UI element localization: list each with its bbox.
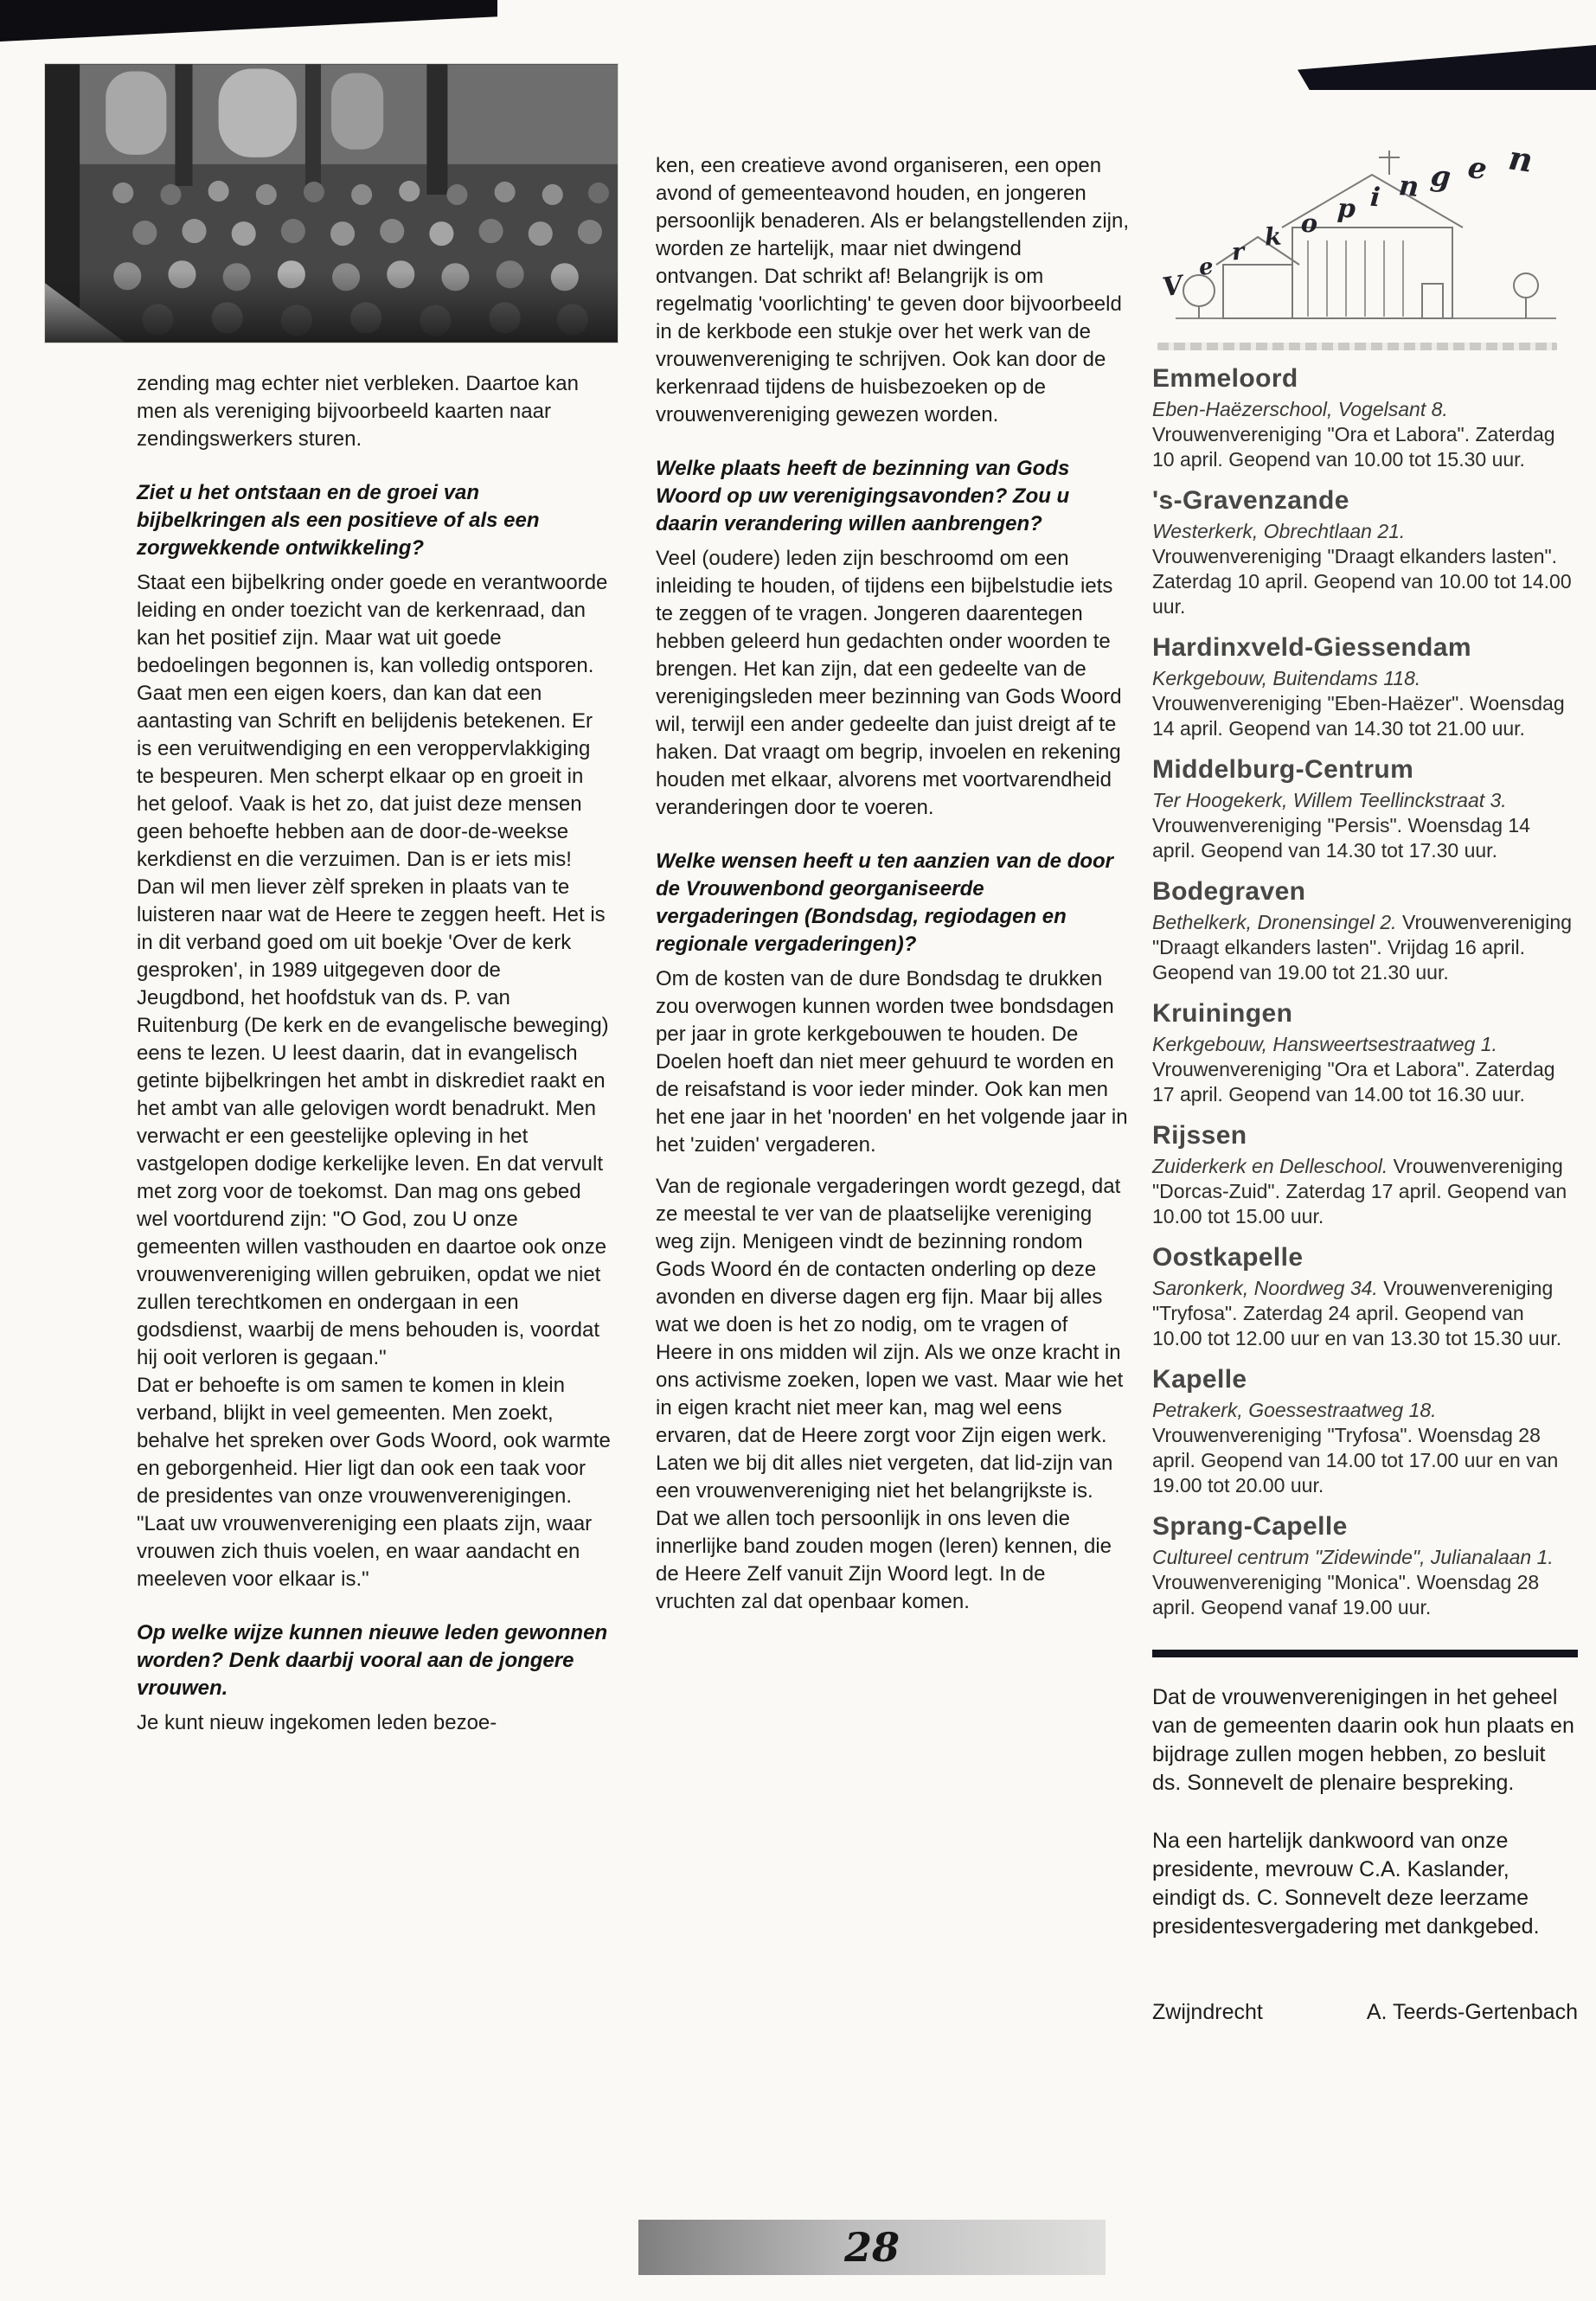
city-heading: Bodegraven <box>1152 877 1306 906</box>
venue: Petrakerk, Goessestraatweg 18. <box>1152 1399 1437 1421</box>
congregation-photo <box>45 64 618 343</box>
body-paragraph: Je kunt nieuw ingekomen leden bezoe- <box>137 1711 497 1734</box>
scan-artifact-top-right <box>1298 45 1596 90</box>
listing-item <box>1152 877 1578 985</box>
listing-details: Vrouwenvereniging "Eben-Haëzer". Woensdag 14 april. Geopend van 14.30 tot 21.00 uur. <box>1152 692 1565 740</box>
city-heading: Kruiningen <box>1152 999 1293 1028</box>
venue: Zuiderkerk en Delleschool. <box>1152 1155 1388 1177</box>
verkopingen-header <box>1160 138 1569 339</box>
listing-item <box>1152 1243 1578 1351</box>
section-divider <box>1152 1650 1578 1657</box>
column-left <box>137 370 611 1737</box>
venue: Eben-Haëzerschool, Vogelsant 8. <box>1152 398 1448 420</box>
listing-item <box>1152 755 1578 863</box>
logo-letter: e <box>1197 253 1215 282</box>
body-paragraph: Van de regionale vergaderingen wordt gezegd, dat ze meestal te ver van de plaatselijke vereniging weg zijn. Menigeen vindt de bezinning rondom Gods Woord én de contacten onderling op deze avonden en diverse dagen erg fijn. Maar bij alles wat we doen is het zo nodig, om te vragen of Heere in ons midden wil zijn. Als we onze kracht in ons activisme zoeken, lopen we vast. Maar wie het in eigen kracht niet meer kan, mag wel eens ervaren, dat de Heere zorgt voor Zijn eigen werk. Laten we bij dit alles niet vergeten, dat lid-zijn van een vrouwenvereniging niet het belangrijkste is. Dat we allen toch persoonlijk in ons leven die innerlijke band zouden mogen (leren) kennen, die de Heere Zelf vanuit Zijn Woord legt. In de vruchten zal dat openbaar komen. <box>656 1175 1124 1613</box>
listing-details: Vrouwenvereniging "Tryfosa". Woensdag 28 april. Geopend van 14.00 tot 17.00 uur en van 19.00 tot 20.00 uur. <box>1152 1424 1559 1497</box>
city-heading: Emmeloord <box>1152 364 1298 393</box>
logo-letter: k <box>1263 221 1282 252</box>
listing-item <box>1152 486 1578 619</box>
congregation-photo-art <box>45 64 618 343</box>
listing-details: Vrouwenvereniging "Draagt elkanders lasten". Zaterdag 10 april. Geopend van 10.00 tot 14.00 uur. <box>1152 545 1572 618</box>
question-heading: Welke wensen heeft u ten aanzien van de door de Vrouwenbond georganiseerde vergaderingen (Bondsdag, regiodagen en regionale vergaderingen)? <box>656 849 1114 956</box>
city-heading: Oostkapelle <box>1152 1243 1304 1272</box>
signoff-name: A. Teerds-Gertenbach <box>1366 2000 1578 2024</box>
logo-letter: o <box>1300 208 1318 238</box>
logo-letter: V <box>1160 270 1185 304</box>
city-heading: Kapelle <box>1152 1365 1247 1394</box>
listing-item <box>1152 364 1578 472</box>
signoff <box>1152 1998 1578 2026</box>
body-paragraph: Veel (oudere) leden zijn beschroomd om een inleiding te houden, of tijdens een bijbelstudie iets te zeggen of te vragen. Jongeren daarentegen hebben geleerd hun gedachten onder woorden te brengen. Het kan zijn, dat een gedeelte van de verenigingsleden meer bezinning van Gods Woord wil, terwijl een ander gedeelte dan juist dreigt af te haken. Dat vraagt om begrip, invoelen en rekening houden met elkaar, alvorens met voortvarendheid veranderingen door te voeren. <box>656 547 1122 819</box>
listing-details: Vrouwenvereniging "Draagt elkanders lasten". Vrijdag 16 april. Geopend van 19.00 tot 21.30 uur. <box>1152 911 1573 984</box>
venue: Kerkgebouw, Hansweertsestraatweg 1. <box>1152 1033 1497 1055</box>
listing-details: Vrouwenvereniging "Persis". Woensdag 14 april. Geopend van 14.30 tot 17.30 uur. <box>1152 814 1530 862</box>
question-heading: Ziet u het ontstaan en de groei van bijbelkringen als een positieve of als een zorgwekkende ontwikkeling? <box>137 481 540 560</box>
logo-letter: r <box>1230 238 1246 266</box>
column-right <box>1152 138 1578 2026</box>
body-paragraph: Staat een bijbelkring onder goede en verantwoorde leiding en onder toezicht van de kerkenraad, dan kan het positief zijn. Maar wat uit goede bedoelingen begonnen is, kan volledig ontsporen. Gaat men een eigen koers, dan kan dat een aantasting van Schrift en belijdenis betekenen. Er is een veruitwendiging en een veroppervlakkiging te bespeuren. Men scherpt elkaar op en groeit in het geloof. Vaak is het zo, dat juist deze mensen geen behoefte hebben aan de door-de-weekse kerkdienst en die verzuimen. Dan is er iets mis! Dan wil men liever zèlf spreken in plaats van te luisteren naar wat de Heere te zeggen heeft. Het is in dit verband goed om uit boekje 'Over de kerk gesproken', in 1989 uitgegeven door de Jeugdbond, het hoofdstuk van ds. P. van Ruitenburg (De kerk en de evangelische beweging) eens te lezen. U leest daarin, dat in evangelisch getinte bijbelkringen het ambt in diskrediet raakt en het ambt van alle gelovigen wordt benadrukt. Men verwacht er een geestelijke opleving in het vastgelopen dodige kerkelijke leven. En dat vervult met zorg voor de toekomst. Dan mag ons gebed wel voortdurend zijn: "O God, zou U onze gemeenten willen vasthouden en daartoe ook onze vrouwenvereniging willen gebruiken, opdat we niet zullen terechtkomen en ondergaan in een godsdienst, waarbij de mens behouden is, voordat hij ooit verloren is gegaan." <box>137 571 609 1369</box>
logo-letter: p <box>1336 193 1357 225</box>
logo-letter: i <box>1368 182 1381 214</box>
city-heading: Middelburg-Centrum <box>1152 755 1414 784</box>
signoff-place: Zwijndrecht <box>1152 2000 1263 2024</box>
venue: Westerkerk, Obrechtlaan 21. <box>1152 520 1406 542</box>
listing-item <box>1152 999 1578 1107</box>
logo-letter: g <box>1429 158 1453 195</box>
page-number-bar <box>638 2220 1106 2275</box>
city-heading: Rijssen <box>1152 1121 1247 1150</box>
closing-paragraph: Na een hartelijk dankwoord van onze presidente, mevrouw C.A. Kaslander, eindigt ds. C. Sonnevelt deze leerzame presidentesvergadering met dankgebed. <box>1152 1829 1540 1939</box>
city-heading: Sprang-Capelle <box>1152 1512 1348 1541</box>
city-heading: 's-Gravenzande <box>1152 486 1349 515</box>
venue: Cultureel centrum "Zidewinde", Julianalaan 1. <box>1152 1546 1554 1568</box>
sketch-caption <box>1157 343 1557 350</box>
body-paragraph: zending mag echter niet verbleken. Daartoe kan men als vereniging bijvoorbeeld kaarten naar zendingswerkers sturen. <box>137 372 579 451</box>
body-paragraph: Dat er behoefte is om samen te komen in klein verband, blijkt in veel gemeenten. Men zoekt, behalve het spreken over Gods Woord, ook warmte en geborgenheid. Hier ligt dan ook een taak voor de presidentes van onze vrouwenverenigingen. "Laat uw vrouwenvereniging een plaats zijn, waar vrouwen zich thuis voelen, en waar aandacht en meeleven voor elkaar is." <box>137 1374 611 1591</box>
listing-details: Vrouwenvereniging "Dorcas-Zuid". Zaterdag 17 april. Geopend van 10.00 tot 15.00 uur. <box>1152 1155 1567 1227</box>
listing-details: Vrouwenvereniging "Ora et Labora". Zaterdag 17 april. Geopend van 14.00 tot 16.30 uur. <box>1152 1058 1555 1106</box>
city-heading: Hardinxveld-Giessendam <box>1152 633 1471 662</box>
venue: Kerkgebouw, Buitendams 118. <box>1152 667 1421 689</box>
scan-artifact-top-left <box>0 0 497 42</box>
listing-details: Vrouwenvereniging "Tryfosa". Zaterdag 24 april. Geopend van 10.00 tot 12.00 uur en van 13.30 tot 15.30 uur. <box>1152 1277 1562 1349</box>
logo-letter: n <box>1505 138 1535 180</box>
venue: Ter Hoogekerk, Willem Teellinckstraat 3. <box>1152 789 1507 811</box>
column-middle <box>656 152 1130 1616</box>
body-paragraph: Om de kosten van de dure Bondsdag te drukken zou overwogen kunnen worden twee bondsdagen per jaar in grote kerkgebouwen te houden. De Doelen hoeft dan niet meer gehuurd te worden en de reisafstand is voor ieder minder. Ook kan men het ene jaar in het 'noorden' en het volgende jaar in het 'zuiden' vergaderen. <box>656 967 1128 1157</box>
venue: Bethelkerk, Dronensingel 2. <box>1152 911 1397 933</box>
question-heading: Op welke wijze kunnen nieuwe leden gewonnen worden? Denk daarbij vooral aan de jongere vrouwen. <box>137 1621 608 1700</box>
closing-paragraph: Dat de vrouwenverenigingen in het geheel van de gemeenten daarin ook hun plaats en bijdrage zullen mogen hebben, zo besluit ds. Sonnevelt de plenaire bespreking. <box>1152 1685 1574 1795</box>
logo-letter: n <box>1396 169 1420 204</box>
venue: Saronkerk, Noordweg 34. <box>1152 1277 1378 1299</box>
body-paragraph: ken, een creatieve avond organiseren, een open avond of gemeenteavond houden, en jongeren persoonlijk benaderen. Als er belangstellenden zijn, worden ze hartelijk, maar niet dwingend ontvangen. Dat schrikt af! Belangrijk is om regelmatig 'voorlichting' te geven door bijvoorbeeld in de kerkbode een stukje over het werk van de vrouwenvereniging te schrijven. Ook kan door de kerkenraad tijdens de huisbezoeken op de vrouwenvereniging gewezen worden. <box>656 154 1130 426</box>
listing-item <box>1152 1512 1578 1620</box>
page-number: 28 <box>843 2224 900 2271</box>
listing-item <box>1152 1121 1578 1229</box>
listing-details: Vrouwenvereniging "Monica". Woensdag 28 april. Geopend vanaf 19.00 uur. <box>1152 1571 1540 1618</box>
listing-item <box>1152 633 1578 741</box>
logo-letter: e <box>1465 151 1489 188</box>
question-heading: Welke plaats heeft de bezinning van Gods Woord op uw verenigingsavonden? Zou u daarin verandering willen aanbrengen? <box>656 457 1070 535</box>
listing-details: Vrouwenvereniging "Ora et Labora". Zaterdag 10 april. Geopend van 10.00 tot 15.30 uur. <box>1152 423 1555 471</box>
listing-item <box>1152 1365 1578 1498</box>
